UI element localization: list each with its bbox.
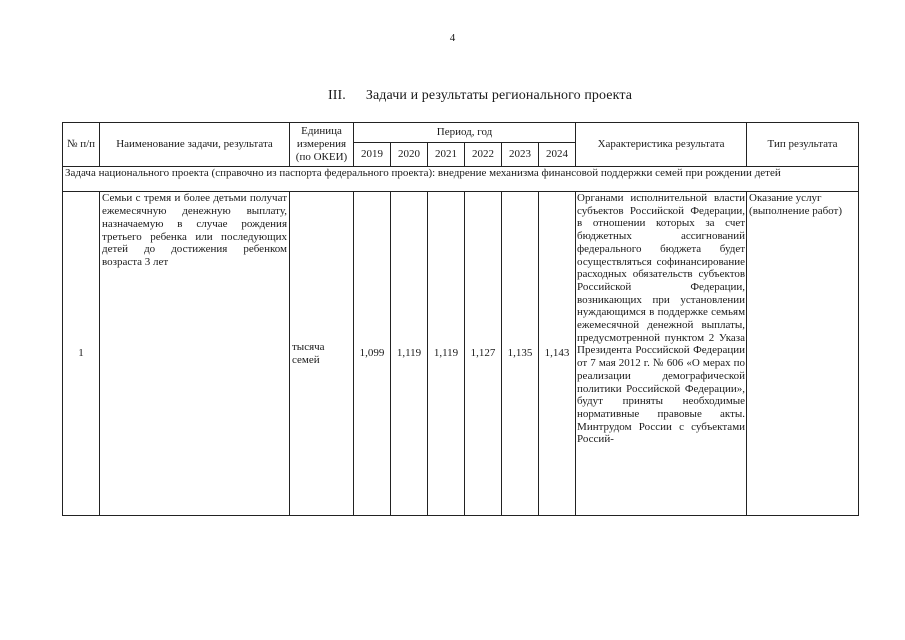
unit-value: тысяча семей: [290, 192, 354, 516]
header-year: 2019: [354, 143, 391, 167]
header-type: Тип результата: [747, 123, 859, 167]
header-period: Период, год: [354, 123, 576, 143]
header-year: 2022: [465, 143, 502, 167]
header-num: № п/п: [63, 123, 100, 167]
header-name: Наименование задачи, результата: [100, 123, 290, 167]
header-year: 2021: [428, 143, 465, 167]
characteristic-cell: [576, 192, 747, 516]
results-table: [62, 122, 859, 516]
table-row: [63, 192, 859, 516]
page-number: 4: [449, 32, 456, 44]
section-heading: Задачи и результаты регионального проекта: [365, 88, 633, 103]
header-unit: Единица измерения (по ОКЕИ): [290, 123, 354, 167]
value-2021: 1,119: [428, 192, 465, 516]
value-2019: 1,099: [354, 192, 391, 516]
section-title: [0, 88, 905, 104]
result-type: Оказание услуг (выполнение работ): [749, 192, 843, 217]
value-2023: 1,135: [502, 192, 539, 516]
task-row: [63, 167, 859, 192]
header-characteristic: Характеристика результата: [576, 123, 747, 167]
value-2020: 1,119: [391, 192, 428, 516]
row-number: 1: [63, 192, 100, 516]
value-2022: 1,127: [465, 192, 502, 516]
task-description: Задача национального проекта (справочно из паспорта федерального проекта): внедрение механизма финансовой поддержки семей при рождении детей: [65, 167, 781, 179]
result-characteristic: Органами исполнительной власти субъектов Российской Федерации, в отношении которых за счет бюджетных ассигнований федерального бюджета будет осуществляться софинансирование расходных обязательств субъектов Российской Федерации, возникающих при установлении нуждающимся в поддержке семьям ежемесячной денежной выплаты, предусмотренной пунктом 2 Указа Президента Российской Федерации от 7 мая 2012 г. № 606 «О мерах по реализации демографической политики Российской Федерации», будут приняты необходимые нормативные правовые акты. Минтрудом России с субъектами Россий-: [577, 192, 746, 446]
header-year: 2023: [502, 143, 539, 167]
header-year: 2020: [391, 143, 428, 167]
header-year: 2024: [539, 143, 576, 167]
section-numeral: III.: [327, 88, 346, 103]
result-name: Семьи с тремя и более детьми получат ежемесячную денежную выплату, назначаемую в случае рождения третьего ребенка или последующих детей до достижения ребенком возраста 3 лет: [100, 192, 290, 516]
type-cell: [747, 192, 859, 516]
value-2024: 1,143: [539, 192, 576, 516]
